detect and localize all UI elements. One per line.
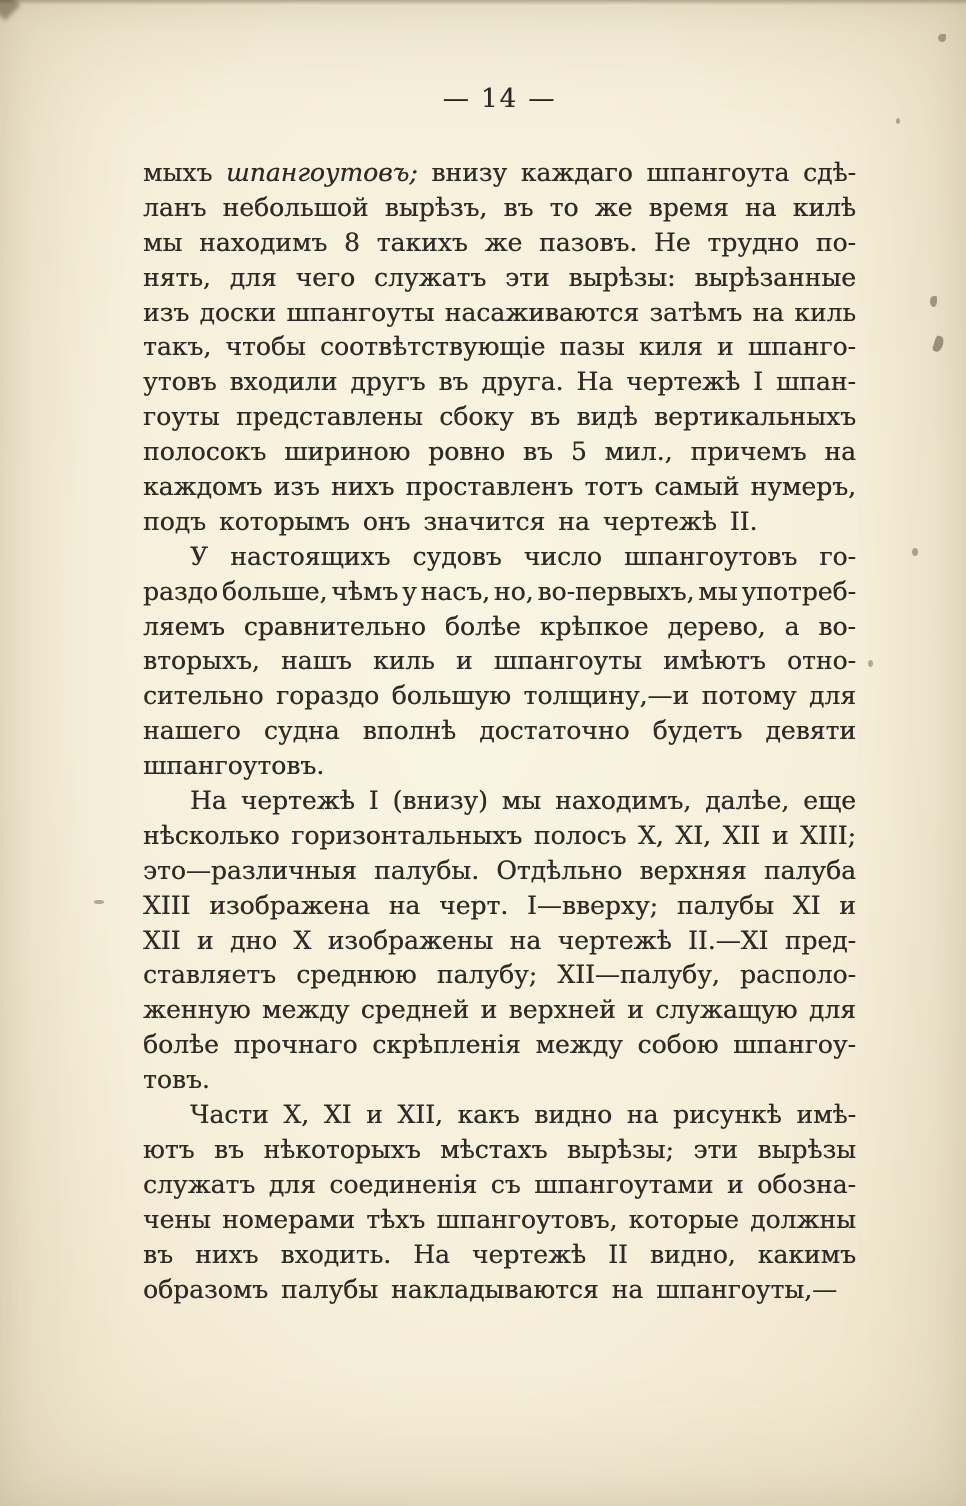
word: внизу [431,158,508,187]
word: вырѣзъ, [384,192,488,222]
word: XIII; [800,820,856,850]
scan-top-edge-shadow [0,0,966,5]
word: XIII [143,890,191,920]
word: женную [143,995,251,1025]
word: гораздо [276,681,380,711]
word: рисункѣ [672,1100,782,1130]
text-segment: подъ которымъ онъ значится на чертежѣ II. [143,506,758,536]
word: отно- [786,646,856,676]
word: средней [360,995,470,1025]
word: X, [638,820,664,850]
word: дно [229,925,278,955]
word: нихъ [195,1239,259,1269]
word: утовъ [143,367,217,397]
word: верхняя [639,855,747,885]
word: шириною [284,437,411,467]
word: На [190,786,227,816]
word: во- [818,611,856,641]
word: шпангоутовъ, [436,1204,618,1234]
word: мыхъ [143,158,213,187]
word: шпангоутовъ [624,541,798,571]
word: пред- [784,925,856,955]
text-line [143,156,856,191]
word: нихъ [330,472,395,502]
word: представлены [235,402,423,432]
word: но, [493,576,534,606]
word: располо- [739,960,856,990]
word: Части [190,1100,269,1130]
word: XII [143,925,181,955]
word: Отдѣльно [496,855,623,885]
word: употреб- [741,576,856,606]
text-line [143,575,856,610]
word: прочнаго [233,1030,358,1060]
word: чертежѣ [626,367,741,397]
word: которые [628,1204,739,1234]
text-line [143,365,856,400]
word: 5 [570,437,587,467]
word: пазовъ. [539,227,638,257]
word: же [594,192,633,222]
word: килѣ [792,192,856,222]
word: служатъ [143,1169,256,1199]
word: друга. [481,367,564,397]
word: ютъ [143,1134,195,1164]
text-line [143,714,856,749]
text-line [143,470,856,505]
word: соединенія [329,1169,478,1199]
text-line [143,1028,856,1063]
word: собою [637,1030,719,1060]
word: пазы [559,332,625,362]
word: девяти [765,716,856,746]
word: служатъ [373,262,487,292]
word: палуба [763,855,856,885]
word: XI [792,890,821,920]
text-segment: образомъ палубы накладываются на шпангоуты,— [143,1274,838,1304]
word: потому [701,681,797,711]
word: и [839,890,856,920]
word: сительно [143,681,264,711]
word: должны [750,1204,856,1234]
word: на [388,890,421,920]
word: вырѣзы: [568,262,676,292]
word: другъ [350,367,426,397]
text-line [143,749,856,784]
word: соотвѣтствующіе [319,332,546,362]
word: насъ, [420,576,491,606]
word: для [268,1169,316,1199]
word: шпангоу- [733,1030,856,1060]
word: и [717,332,734,362]
word: чертежѣ [471,1239,586,1269]
word: настоящихъ [230,541,391,571]
word: въ [438,367,469,397]
text-line [143,610,856,645]
word: причемъ [690,437,807,467]
word: X [293,925,312,955]
word: вырѣзы; [566,1134,674,1164]
word: чертежѣ [557,925,672,955]
word: изъ [273,472,320,502]
text-line [143,1203,856,1238]
word: го- [819,541,856,571]
word: судовъ [412,541,502,571]
word: а [784,611,800,641]
word: вырѣзанные [694,262,856,292]
word: шпангоутами [534,1169,714,1199]
word: входить. [280,1239,392,1269]
word: горизонтальныхъ [291,820,523,850]
word: шпанго- [747,332,856,362]
word: XII, [397,1100,443,1130]
word: II.—XI [687,925,769,955]
word: и [366,1100,383,1130]
text-line [143,435,856,470]
word: нашего [143,716,241,746]
word: нѣкоторыхъ [263,1134,421,1164]
word: въ [503,192,534,222]
word: достаточно [479,716,630,746]
word: дерево, [667,611,766,641]
text-line [143,1063,856,1098]
word: нумеръ, [750,472,856,502]
word: для [808,995,856,1025]
word: эти [693,1134,738,1164]
word: такихъ [376,227,468,257]
ink-speck [912,548,918,556]
ink-speck [868,660,873,667]
text-line [143,191,856,226]
word: служащую [655,995,798,1025]
word: шпангоуты [286,297,435,327]
word: XII—палубу, [557,960,720,990]
word: тотъ [584,472,644,502]
text-segment: шпангоутовъ. [143,751,325,781]
word: сдѣ- [803,158,856,187]
text-line [143,505,856,540]
word: нѣсколько [143,820,280,850]
word: 8 [344,227,360,257]
word: доски [199,297,277,327]
word: шпан- [775,367,856,397]
word: палубы [676,890,774,920]
word: шпангоута [646,158,790,187]
word: На [413,1239,450,1269]
word: и [627,995,644,1025]
word: болѣе [143,1030,219,1060]
word: изъ [143,297,190,327]
word: мил., [604,437,673,467]
text-line [143,1168,856,1203]
word: XII [722,820,761,850]
word: будетъ [652,716,743,746]
word: X, [283,1100,310,1130]
word: крѣпкое [539,611,649,641]
word: I [368,786,379,816]
text-line [143,1098,856,1133]
ink-speck [94,900,104,904]
word: ровно [428,437,505,467]
word: болѣе [444,611,521,641]
word: видѣ [576,402,638,432]
word: палубы. [374,855,480,885]
word: какимъ [757,1239,856,1269]
word: ляемъ [143,611,225,641]
word: изображены [327,925,494,955]
text-line [143,400,856,435]
text-line [143,540,856,575]
word: входили [229,367,338,397]
word: имѣ- [796,1100,856,1130]
word: каждомъ [143,472,263,502]
word: время [648,192,729,222]
word: черт. [439,890,509,920]
word: I [753,367,763,397]
word: чѣмъ [331,576,399,606]
word: На [576,367,614,397]
word: же [484,227,523,257]
word: тѣхъ [366,1204,426,1234]
word: имѣютъ [663,646,766,676]
word: ланъ [143,192,207,222]
text-line [143,1238,856,1273]
word: и [771,820,789,850]
word: мѣстахъ [440,1134,548,1164]
word: небольшой [222,192,369,222]
text-line [143,330,856,365]
word: обозна- [757,1169,856,1199]
word: гоуты [143,402,220,432]
word: полосъ [533,820,627,850]
word: на [744,192,777,222]
word: въ [530,402,561,432]
ink-speck [896,118,900,124]
word: на [509,925,542,955]
word: вполнѣ [362,716,457,746]
word: судна [263,716,340,746]
word: XI, [675,820,711,850]
word: то [549,192,579,222]
word: киля [638,332,703,362]
word: какъ [457,1100,520,1130]
text-line [143,1273,856,1308]
word: палубу; [436,960,538,990]
text-line [143,819,856,854]
word: далѣе, [705,786,790,816]
text-line [143,958,856,993]
italic-word: шпангоутовъ; [225,158,418,187]
word: вырѣзы [757,1134,856,1164]
word: находимъ, [555,786,692,816]
word: въ [522,437,553,467]
ink-speck [930,296,937,307]
scan-corner-shadow [0,0,21,21]
word: мы [698,576,738,606]
word: (внизу) [392,786,488,816]
word: у [402,576,417,606]
text-line [143,644,856,679]
word: ставляетъ [143,960,276,990]
word: трудно [707,227,800,257]
word: изображена [209,890,370,920]
word: нять, [143,262,211,292]
word: XI [323,1100,352,1130]
word: вторыхъ, [143,646,260,676]
word: съ [490,1169,521,1199]
text-block [143,156,856,1307]
word: раздо [143,576,218,606]
word: чертежѣ [240,786,355,816]
word: эти [505,262,550,292]
word: находимъ [199,227,328,257]
word: мы [143,227,183,257]
word: Не [653,227,691,257]
word: и [455,646,473,676]
word: большую [391,681,511,711]
word: и [196,925,214,955]
text-line [143,889,856,924]
word: число [523,541,602,571]
word: въ [143,1239,173,1269]
word: насаживаются [444,297,640,327]
word: по- [815,227,856,257]
text-segment: товъ. [143,1065,210,1095]
word: и [480,995,498,1025]
word: больше, [221,576,328,606]
text-line [143,924,856,959]
word: I—вверху; [526,890,659,920]
word: мы [501,786,542,816]
text-line [143,784,856,819]
word: каждаго [520,158,633,187]
word: видно [534,1100,613,1130]
word: и [726,1169,744,1199]
word: нашъ [281,646,352,676]
word: номерами [222,1204,356,1234]
word: на [626,1100,659,1130]
word: такъ, [143,332,212,362]
ink-speck [932,335,946,353]
word: чего [295,262,356,292]
word: проставленъ [405,472,574,502]
word: затѣмъ [649,297,743,327]
word: чены [143,1204,211,1234]
page-number: — 14 — [442,84,557,114]
ink-speck [938,34,946,42]
word: сбоку [439,402,514,432]
word: шпангоуты [493,646,642,676]
text-line [143,1133,856,1168]
text-line [143,226,856,261]
text-line [143,679,856,714]
word: У [190,541,209,571]
word: полосокъ [143,437,267,467]
word: киль [794,297,856,327]
word: чтобы [225,332,306,362]
word: между [535,1030,623,1060]
word: еще [803,786,856,816]
word: видно, [649,1239,736,1269]
word: вертикальныхъ [654,402,856,432]
word: для [808,681,856,711]
word: скрѣпленія [372,1030,521,1060]
word: среднюю [296,960,417,990]
word: II [608,1239,628,1269]
word: между [262,995,350,1025]
text-line [143,993,856,1028]
word: сравнительно [243,611,426,641]
text-line [143,854,856,889]
word: это—различныя [143,855,357,885]
text-line [143,296,856,331]
word: въ [214,1134,244,1164]
word: верхней [508,995,616,1025]
word: для [229,262,277,292]
word: самый [654,472,740,502]
word: во-первыхъ, [537,576,695,606]
word: на [752,297,784,327]
word: толщину,—и [523,681,690,711]
text-line [143,261,856,296]
word: на [824,437,856,467]
word: киль [372,646,435,676]
